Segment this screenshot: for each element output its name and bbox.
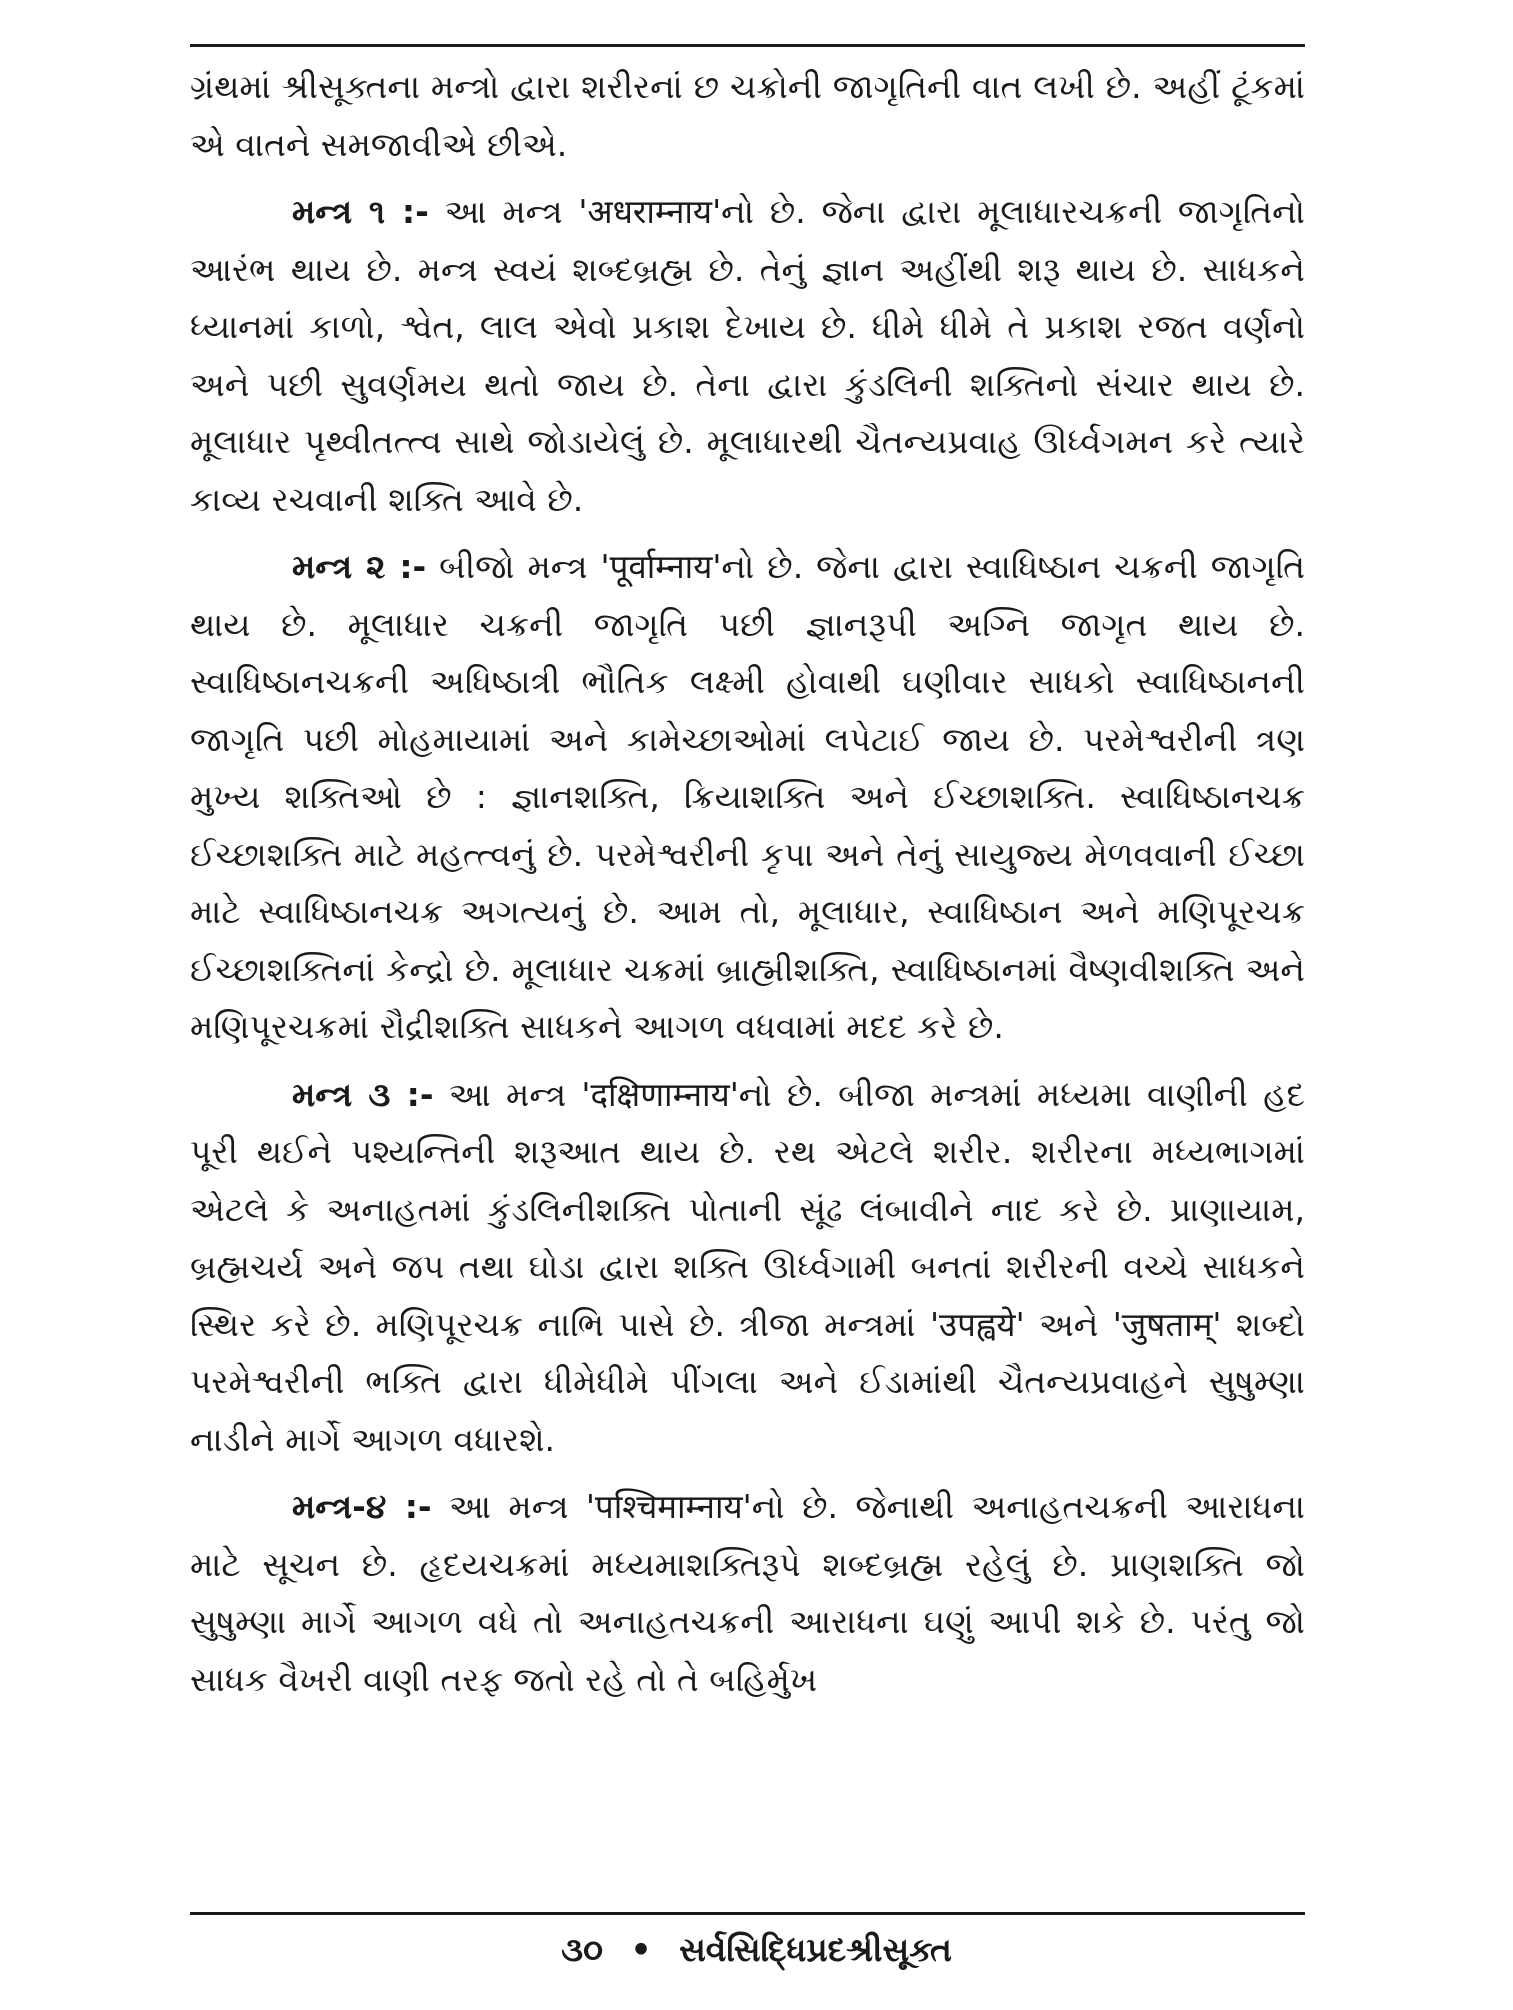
page-footer (0, 1930, 1513, 1970)
mantra-3-label: મન્ત્ર ૩ :- (292, 1074, 434, 1114)
mantra-2-paragraph (190, 538, 1305, 1056)
bottom-rule (190, 1912, 1305, 1915)
mantra-1-label: મન્ત્ર ૧ :- (292, 192, 429, 231)
mantra-2-text: બીજો મન્ત્ર 'पूर्वाम्नाय'નો છે. જેના દ્વારા સ્વાધિષ્ઠાન ચક્રની જાગૃતિ થાય છે. મૂલાધાર ચક્રની જાગૃતિ પછી જ્ઞાનરૂપી અગ્નિ જાગૃત થાય છે. સ્વાધિષ્ઠાનચક્રની અધિષ્ઠાત્રી ભૌતિક લક્ષ્મી હોવાથી ઘણીવાર સાધકો સ્વાધિષ્ઠાનની જાગૃતિ પછી મોહમાયામાં અને કામેચ્છાઓમાં લપેટાઈ જાય છે. પરમેશ્વરીની ત્રણ મુખ્ય શક્તિઓ છે : જ્ઞાનશક્તિ, ક્રિયાશક્તિ અને ઈચ્છાશક્તિ. સ્વાધિષ્ઠાનચક્ર ઈચ્છાશક્તિ માટે મહત્ત્વનું છે. પરમેશ્વરીની કૃપા અને તેનું સાયુજ્ય મેળવવાની ઈચ્છા માટે સ્વાધિષ્ઠાનચક્ર અગત્યનું છે. આમ તો, મૂલાધાર, સ્વાધિષ્ઠાન અને મણિપૂરચક્ર ઈચ્છાશક્તિનાં કેન્દ્રો છે. મૂલાધાર ચક્રમાં બ્રાહ્મીશક્તિ, સ્વાધિષ્ઠાનમાં વૈષ્ણવીશક્તિ અને મણિપૂરચક્રમાં રૌદ્રીશક્તિ સાધકને આગળ વધવામાં મદદ કરે છે. (190, 547, 1305, 1046)
mantra-4-text: આ મન્ત્ર 'पश्चिमाम्नाय'નો છે. જેનાથી અનાહતચક્રની આરાધના માટે સૂચન છે. હૃદયચક્રમાં મધ્યમાશક્તિરૂપે શબ્દબ્રહ્મ રહેલું છે. પ્રાણશક્તિ જો સુષુમ્ણા માર્ગે આગળ વધે તો અનાહતચક્રની આરાધના ઘણું આપી શકે છે. પરંતુ જો સાધક વૈખરી વાણી તરફ જતો રહે તો તે બહિર્મુખ (190, 1487, 1305, 1699)
footer-separator: • (630, 1930, 652, 1969)
intro-paragraph: ગ્રંથમાં શ્રીસૂક્તના મન્ત્રો દ્વારા શરીરનાં છ ચક્રોની જાગૃતિની વાત લખી છે. અહીં ટૂંકમાં એ વાતને સમજાવીએ છીએ. (190, 67, 1305, 164)
mantra-3-text: આ મન્ત્ર 'दक्षिणाम्नाय'નો છે. બીજા મન્ત્રમાં મધ્યમા વાણીની હદ પૂરી થઈને પશ્યન્તિની શરૂઆત થાય છે. રથ એટલે શરીર. શરીરના મધ્યભાગમાં એટલે કે અનાહતમાં કુંડલિનીશક્તિ પોતાની સૂંઢ લંબાવીને નાદ કરે છે. પ્રાણાયામ, બ્રહ્મચર્ય અને જપ તથા ઘોડા દ્વારા શક્તિ ઊર્ધ્વગામી બનતાં શરીરની વચ્ચે સાધકને સ્થિર કરે છે. મણિપૂરચક્ર નાભિ પાસે છે. ત્રીજા મન્ત્રમાં 'उपह्वये' અને 'जुषताम्' શબ્દો પરમેશ્વરીની ભક્તિ દ્વારા ધીમેધીમે પીંગલા અને ઈડામાંથી ચૈતન્યપ્રવાહને સુષુમ્ણા નાડીને માર્ગે આગળ વધારશે. (190, 1074, 1305, 1459)
book-title: સર્વસિદ્ધિપ્રદશ્રીસૂક્ત (679, 1930, 952, 1969)
mantra-4-label: મન્ત્ર-૪ :- (292, 1487, 432, 1526)
top-rule (190, 44, 1305, 47)
mantra-4-paragraph (190, 1478, 1305, 1708)
page-number: ૩૦ (561, 1930, 603, 1969)
mantra-1-paragraph (190, 183, 1305, 528)
mantra-2-label: મન્ત્ર ૨ :- (292, 547, 427, 586)
mantra-3-paragraph (190, 1066, 1305, 1469)
page-body (190, 58, 1305, 1718)
mantra-1-text: આ મન્ત્ર 'अधराम्नाय'નો છે. જેના દ્વારા મૂલાધારચક્રની જાગૃતિનો આરંભ થાય છે. મન્ત્ર સ્વયં શબ્દબ્રહ્મ છે. તેનું જ્ઞાન અહીંથી શરૂ થાય છે. સાધકને ધ્યાનમાં કાળો, શ્વેત, લાલ એવો પ્રકાશ દેખાય છે. ધીમે ધીમે તે પ્રકાશ રજત વર્ણનો અને પછી સુવર્ણમય થતો જાય છે. તેના દ્વારા કુંડલિની શક્તિનો સંચાર થાય છે. મૂલાધાર પૃથ્વીતત્ત્વ સાથે જોડાયેલું છે. મૂલાધારથી ચૈતન્યપ્રવાહ ઊર્ધ્વગમન કરે ત્યારે કાવ્ય રચવાની શક્તિ આવે છે. (190, 192, 1305, 519)
